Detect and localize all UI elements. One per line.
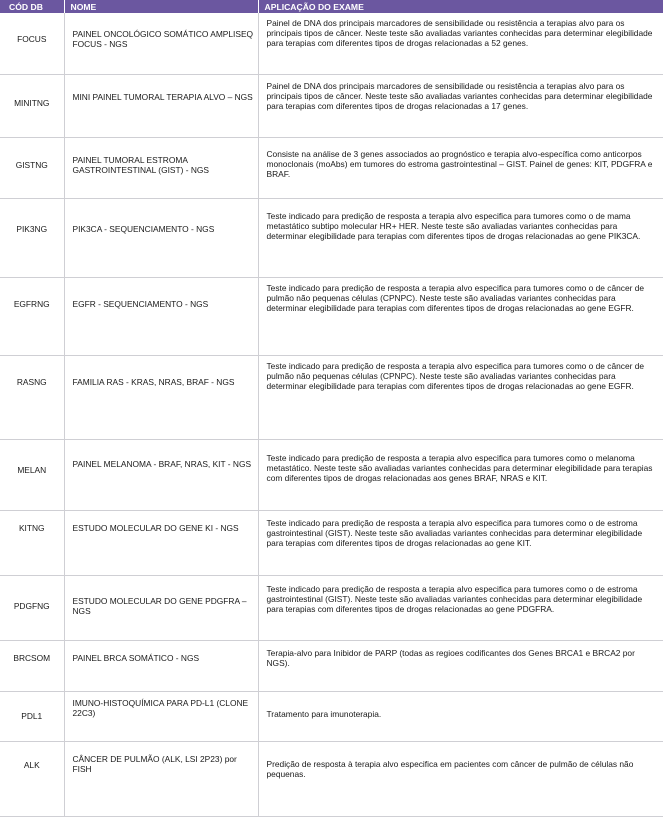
- cell-name: CÂNCER DE PULMÃO (ALK, LSI 2P23) por FISH: [64, 741, 258, 816]
- cell-description: Painel de DNA dos principais marcadores de sensibilidade ou resistência a terapias alvo para os principais tipos de câncer. Neste teste são avaliadas variantes conhecidas para determinar elegibilidade para terapias com diferentes tipos de drogas relacionadas a 17 genes.: [258, 74, 663, 137]
- cell-name: FAMILIA RAS - KRAS, NRAS, BRAF - NGS: [64, 355, 258, 439]
- cell-description: Consiste na análise de 3 genes associados ao prognóstico e terapia alvo-específica como anticorpos monoclonais (moAbs) em tumores do estroma gastrointestinal – GIST. Painel de genes: KIT, PDGFRA e BRAF.: [258, 137, 663, 198]
- table-row: [0, 198, 663, 277]
- cell-description: Painel de DNA dos principais marcadores de sensibilidade ou resistência a terapias alvo para os principais tipos de câncer. Neste teste são avaliadas variantes conhecidas para determinar elegibilidade para terapias com diferentes tipos de drogas relacionadas a 52 genes.: [258, 13, 663, 74]
- table-row: [0, 691, 663, 741]
- cell-name: EGFR - SEQUENCIAMENTO - NGS: [64, 277, 258, 355]
- table-row: [0, 741, 663, 816]
- header-application: APLICAÇÃO DO EXAME: [258, 0, 663, 13]
- table-row: [0, 137, 663, 198]
- cell-name: PIK3CA - SEQUENCIAMENTO - NGS: [64, 198, 258, 277]
- cell-name: ESTUDO MOLECULAR DO GENE KI - NGS: [64, 510, 258, 575]
- cell-code: PDL1: [0, 691, 64, 741]
- cell-code: RASNG: [0, 355, 64, 439]
- table-row: [0, 510, 663, 575]
- table-row: [0, 439, 663, 510]
- cell-code: PDGFNG: [0, 575, 64, 640]
- cell-description: Teste indicado para predição de resposta a terapia alvo especifica para tumores como o de estroma gastrointestinal (GIST). Neste teste são avaliadas variantes conhecidas para determinar elegibilidade para terapias com diferentes tipos de drogas relacionadas ao gene KIT.: [258, 510, 663, 575]
- cell-code: MELAN: [0, 439, 64, 510]
- cell-code: EGFRNG: [0, 277, 64, 355]
- cell-code: FOCUS: [0, 13, 64, 74]
- table-row: [0, 575, 663, 640]
- cell-code: GISTNG: [0, 137, 64, 198]
- cell-name: PAINEL BRCA SOMÁTICO - NGS: [64, 640, 258, 691]
- cell-description: Teste indicado para predição de resposta a terapia alvo especifica para tumores como o de câncer de pulmão não pequenas células (CPNPC). Neste teste são avaliadas variantes conhecidas para determinar elegibilidade para terapias com diferentes tipos de drogas relacionadas ao gene EGFR.: [258, 355, 663, 439]
- header-name: NOME: [64, 0, 258, 13]
- cell-name: IMUNO-HISTOQUÍMICA PARA PD-L1 (CLONE 22C3): [64, 691, 258, 741]
- cell-description: Teste indicado para predição de resposta a terapia alvo especifica para tumores como o de estroma gastrointestinal (GIST). Neste teste são avaliadas variantes conhecidas para determinar elegibilidade para terapias com diferentes tipos de drogas relacionadas ao gene PDGFRA.: [258, 575, 663, 640]
- cell-description: Predição de resposta à terapia alvo especifica em pacientes com câncer de pulmão de células não pequenas.: [258, 741, 663, 816]
- cell-description: Terapia-alvo para Inibidor de PARP (todas as regioes codificantes dos Genes BRCA1 e BRCA2 por NGS).: [258, 640, 663, 691]
- cell-name: ESTUDO MOLECULAR DO GENE PDGFRA – NGS: [64, 575, 258, 640]
- cell-description: Teste indicado para predição de resposta a terapia alvo especifica para tumores como o de mama metastático subtipo molecular HR+ HER. Neste teste são avaliadas variantes conhecidas para determinar elegibilidade para terapias com diferentes tipos de drogas relacionadas ao gene PIK3CA.: [258, 198, 663, 277]
- cell-name: MINI PAINEL TUMORAL TERAPIA ALVO – NGS: [64, 74, 258, 137]
- cell-description: Teste indicado para predição de resposta a terapia alvo especifica para tumores como o de câncer de pulmão não pequenas células (CPNPC). Neste teste são avaliadas variantes conhecidas para determinar elegibilidade para terapias com diferentes tipos de drogas relacionadas ao gene EGFR.: [258, 277, 663, 355]
- header-code: CÓD DB: [0, 0, 64, 13]
- cell-code: MINITNG: [0, 74, 64, 137]
- cell-description: Tratamento para imunoterapia.: [258, 691, 663, 741]
- cell-name: PAINEL MELANOMA - BRAF, NRAS, KIT - NGS: [64, 439, 258, 510]
- cell-name: PAINEL TUMORAL ESTROMA GASTROINTESTINAL (GIST) - NGS: [64, 137, 258, 198]
- cell-code: KITNG: [0, 510, 64, 575]
- table-header: [0, 0, 663, 13]
- table-row: [0, 74, 663, 137]
- cell-code: PIK3NG: [0, 198, 64, 277]
- cell-code: BRCSOM: [0, 640, 64, 691]
- table-row: [0, 277, 663, 355]
- table-row: [0, 640, 663, 691]
- cell-name: PAINEL ONCOLÓGICO SOMÁTICO AMPLISEQ FOCUS - NGS: [64, 13, 258, 74]
- table-row: [0, 355, 663, 439]
- table-row: [0, 13, 663, 74]
- cell-code: ALK: [0, 741, 64, 816]
- cell-description: Teste indicado para predição de resposta a terapia alvo especifica para tumores como o melanoma metastático. Neste teste são avaliadas variantes conhecidas para determinar elegibilidade para terapias com diferentes tipos de drogas relacionadas aos genes BRAF, NRAS e KIT.: [258, 439, 663, 510]
